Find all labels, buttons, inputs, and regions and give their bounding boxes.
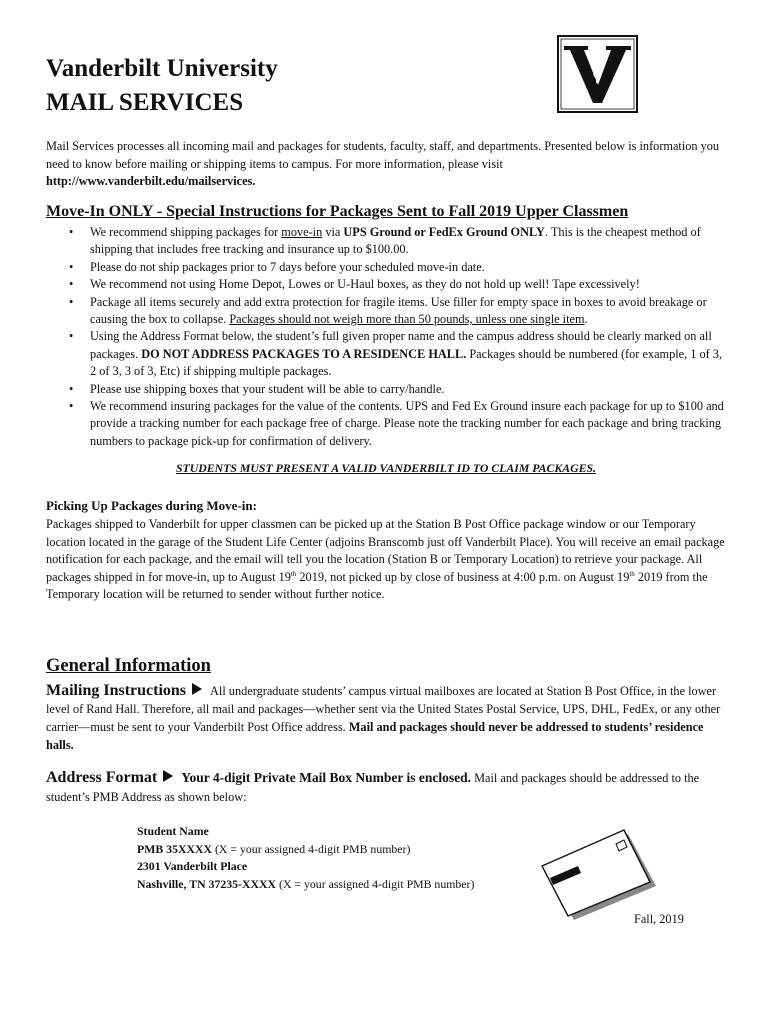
list-item: • Please do not ship packages prior to 7 days before your scheduled move-in date. — [46, 259, 726, 276]
list-item: • We recommend not using Home Depot, Lowes or U-Haul boxes, as they do not hold up well! Tape excessively! — [46, 276, 726, 293]
footer-date: Fall, 2019 — [634, 912, 684, 926]
page-title — [46, 52, 278, 120]
title-line-2: MAIL SERVICES — [46, 89, 244, 116]
movein-heading: Move-In ONLY - Special Instructions for Packages Sent to Fall 2019 Upper Classmen — [46, 203, 629, 220]
envelope-icon — [538, 828, 666, 924]
list-item: • Please use shipping boxes that your student will be able to carry/handle. — [46, 381, 726, 398]
pickup-paragraph: Packages shipped to Vanderbilt for upper classmen can be picked up at the Station B Post Office package window or our Temporary location located in the garage of the Student Life Center (adjoins Branscomb just off Vanderbilt Place). You will receive an email package notification for each package, and the email will tell you the location (Station B or Temporary Location) to retrieve your package. All packages shipped in for move-in, up to August 19th 2019, not picked up by close of business at 4:00 p.m. on August 19th 2019 from the Temporary location will be returned to sender without further notice. — [46, 517, 725, 602]
address-format: Address Format Your 4-digit Private Mail Box Number is enclosed. Mail and packages should be addressed to the student’s PMB Address as shown below: — [46, 769, 700, 804]
pickup-heading: Picking Up Packages during Move-in: — [46, 498, 257, 513]
vanderbilt-logo — [557, 35, 638, 113]
title-line-1: Vanderbilt University — [46, 55, 278, 82]
general-heading: General Information — [46, 656, 211, 676]
list-item: • We recommend shipping packages for move-in via UPS Ground or FedEx Ground ONLY. This is the cheapest method of shipping that includes free tracking and insurance up to $100.00. — [46, 224, 726, 259]
mailing-label: Mailing Instructions — [46, 682, 187, 699]
list-item: • We recommend insuring packages for the value of the contents. UPS and Fed Ex Ground insure each package for up to $100 and provide a tracking number for each package free of charge. Please note the tracking number for each package and bring tracking numbers to package pick-up for confirmation of delivery. — [46, 398, 726, 450]
intro-paragraph — [46, 138, 726, 191]
intro-text: Mail Services processes all incoming mail and packages for students, faculty, staff, and departments. Presented below is information you need to know before mailing or shipping items to campus. For more information, please visit — [46, 139, 720, 171]
movein-list — [46, 224, 726, 450]
address-block: Student Name PMB 35XXXX (X = your assigned 4-digit PMB number) 2301 Vanderbilt Place Nashville, TN 37235-XXXX (X = your assigned 4-digit PMB number) — [137, 824, 475, 892]
list-item: • Using the Address Format below, the student’s full given proper name and the campus address should be clearly marked on all packages. DO NOT ADDRESS PACKAGES TO A RESIDENCE HALL. Packages should be numbered (for example, 1 of 3, 2 of 3, 3 of 3, Etc) if shipping multiple packages. — [46, 328, 726, 380]
arrow-right-icon — [163, 770, 173, 782]
arrow-right-icon — [192, 683, 202, 695]
mailing-instructions: Mailing Instructions All undergraduate students’ campus virtual mailboxes are located at Station B Post Office, in the lower level of Rand Hall. Therefore, all mail and packages—whether sent via the United States Postal Service, UPS, DHL, FedEx, or any other carrier—must be sent to your Vanderbilt Post Office address. Mail and packages should never be addressed to students’ residence halls. — [46, 682, 721, 752]
mail-services-link[interactable]: http://www.vanderbilt.edu/mailservices. — [46, 174, 256, 189]
id-notice: STUDENTS MUST PRESENT A VALID VANDERBILT ID TO CLAIM PACKAGES. — [176, 461, 596, 475]
list-item: • Package all items securely and add extra protection for fragile items. Use filler for empty space in boxes to avoid breakage or causing the box to collapse. Packages should not weigh more than 50 pounds, unless one single item. — [46, 294, 726, 329]
address-label: Address Format — [46, 769, 158, 786]
